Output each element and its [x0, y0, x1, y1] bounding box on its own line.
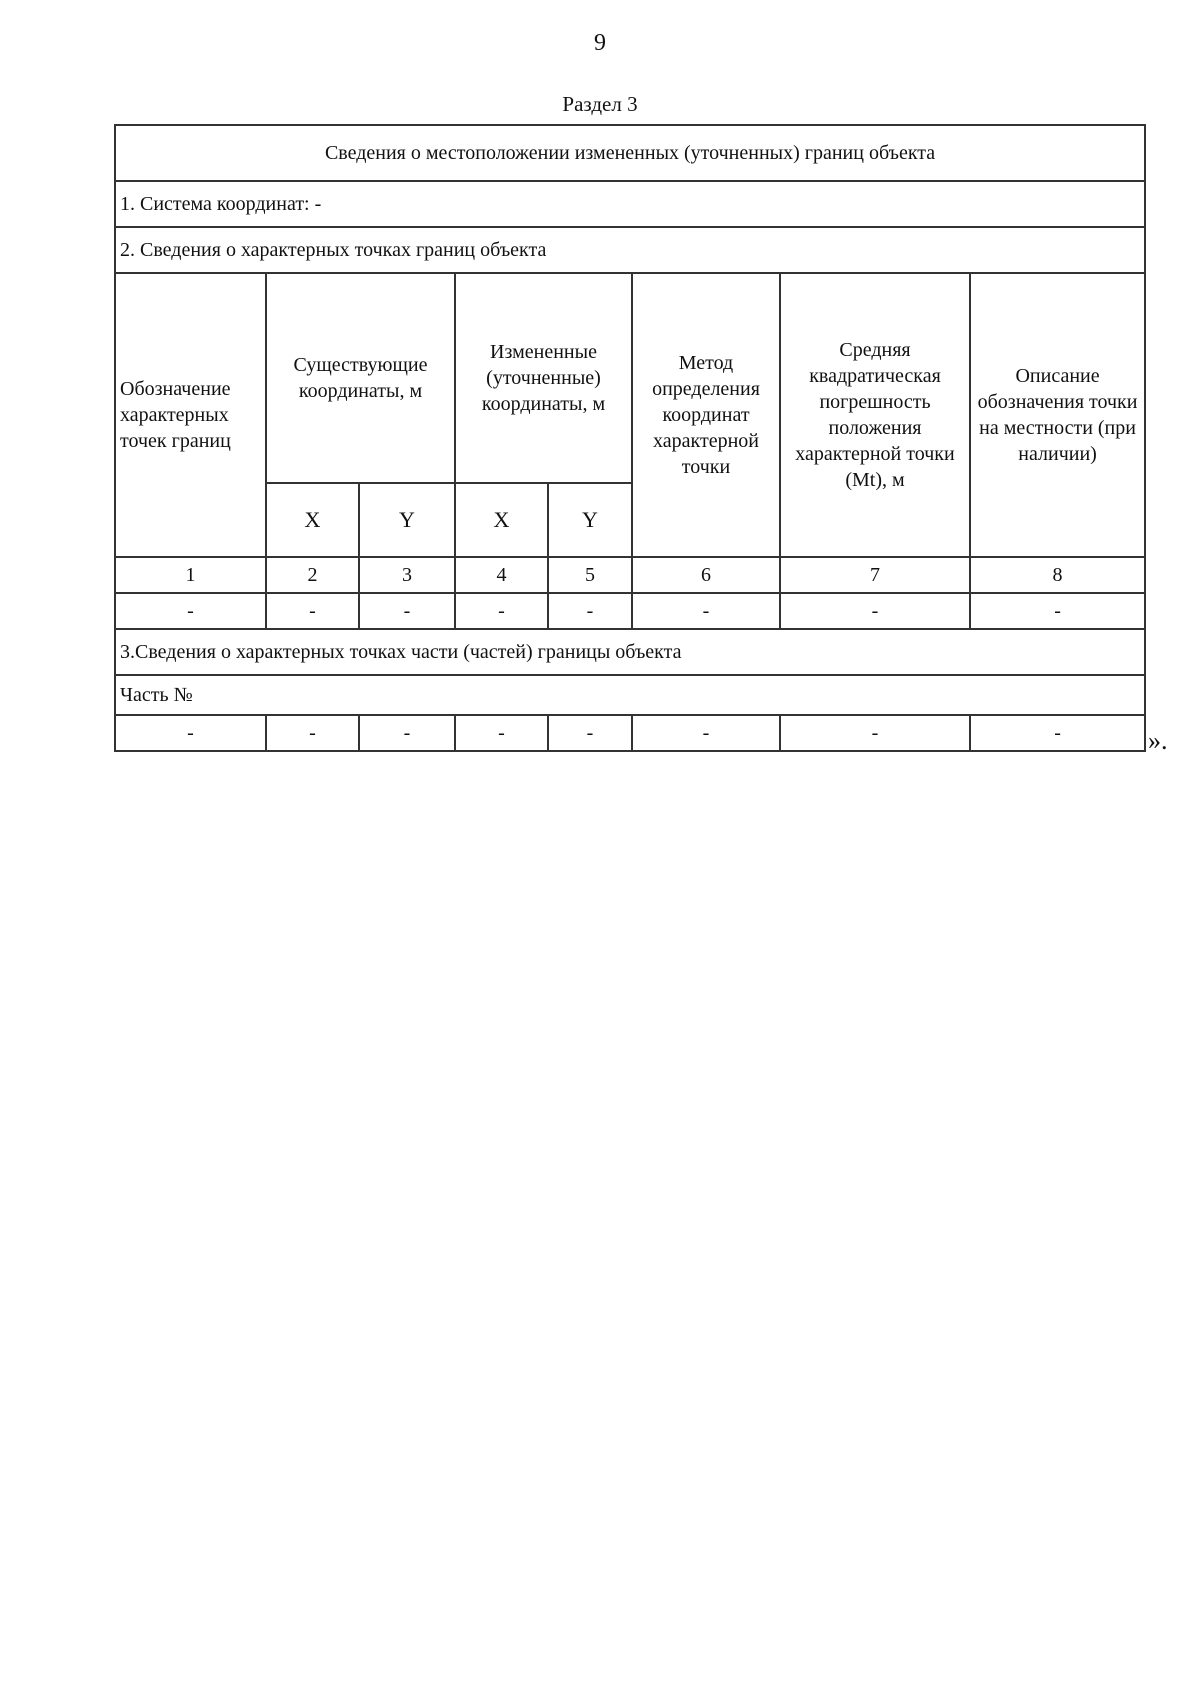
table-cell: - — [548, 593, 632, 629]
header-description: Описание обозначения точки на местности (при наличии) — [970, 273, 1145, 557]
header-changed-y: Y — [548, 483, 632, 557]
table-cell: - — [780, 593, 970, 629]
header-changed-coordinates: Измененные (уточненные) координаты, м — [455, 273, 632, 483]
table-cell: - — [455, 715, 548, 751]
column-number: 1 — [115, 557, 266, 593]
column-number: 6 — [632, 557, 780, 593]
column-number: 2 — [266, 557, 359, 593]
coordinate-system-row: 1. Система координат: - — [115, 181, 1145, 227]
header-designation: Обозначение характерных точек границ — [115, 273, 266, 557]
table-cell: - — [632, 715, 780, 751]
table-cell: - — [115, 593, 266, 629]
header-mean-error: Средняя квадратическая погрешность положения характерной точки (Mt), м — [780, 273, 970, 557]
header-existing-x: X — [266, 483, 359, 557]
points-data-row — [115, 593, 1145, 629]
column-number: 8 — [970, 557, 1145, 593]
table-cell: - — [359, 593, 455, 629]
header-existing-y: Y — [359, 483, 455, 557]
table-cell: - — [115, 715, 266, 751]
parts-data-row — [115, 715, 1145, 751]
column-number: 7 — [780, 557, 970, 593]
parts-heading-row: 3.Сведения о характерных точках части (частей) границы объекта — [115, 629, 1145, 675]
table-cell: - — [970, 715, 1145, 751]
table-cell: - — [266, 593, 359, 629]
column-number: 5 — [548, 557, 632, 593]
part-number-row: Часть № — [115, 675, 1145, 715]
table-cell: - — [548, 715, 632, 751]
table-cell: - — [780, 715, 970, 751]
header-changed-x: X — [455, 483, 548, 557]
boundary-points-table — [114, 124, 1146, 752]
section-title: Раздел 3 — [562, 92, 638, 116]
header-method: Метод определения координат характерной точки — [632, 273, 780, 557]
table-cell: - — [970, 593, 1145, 629]
page-number: 9 — [594, 30, 606, 56]
closing-quote-mark: ». — [1148, 726, 1168, 755]
table-title: Сведения о местоположении измененных (уточненных) границ объекта — [115, 125, 1145, 181]
points-heading-row: 2. Сведения о характерных точках границ объекта — [115, 227, 1145, 273]
table-cell: - — [266, 715, 359, 751]
table-cell: - — [359, 715, 455, 751]
header-existing-coordinates: Существующие координаты, м — [266, 273, 455, 483]
column-number: 3 — [359, 557, 455, 593]
column-number: 4 — [455, 557, 548, 593]
table-cell: - — [455, 593, 548, 629]
table-cell: - — [632, 593, 780, 629]
column-numbers-row — [115, 557, 1145, 593]
